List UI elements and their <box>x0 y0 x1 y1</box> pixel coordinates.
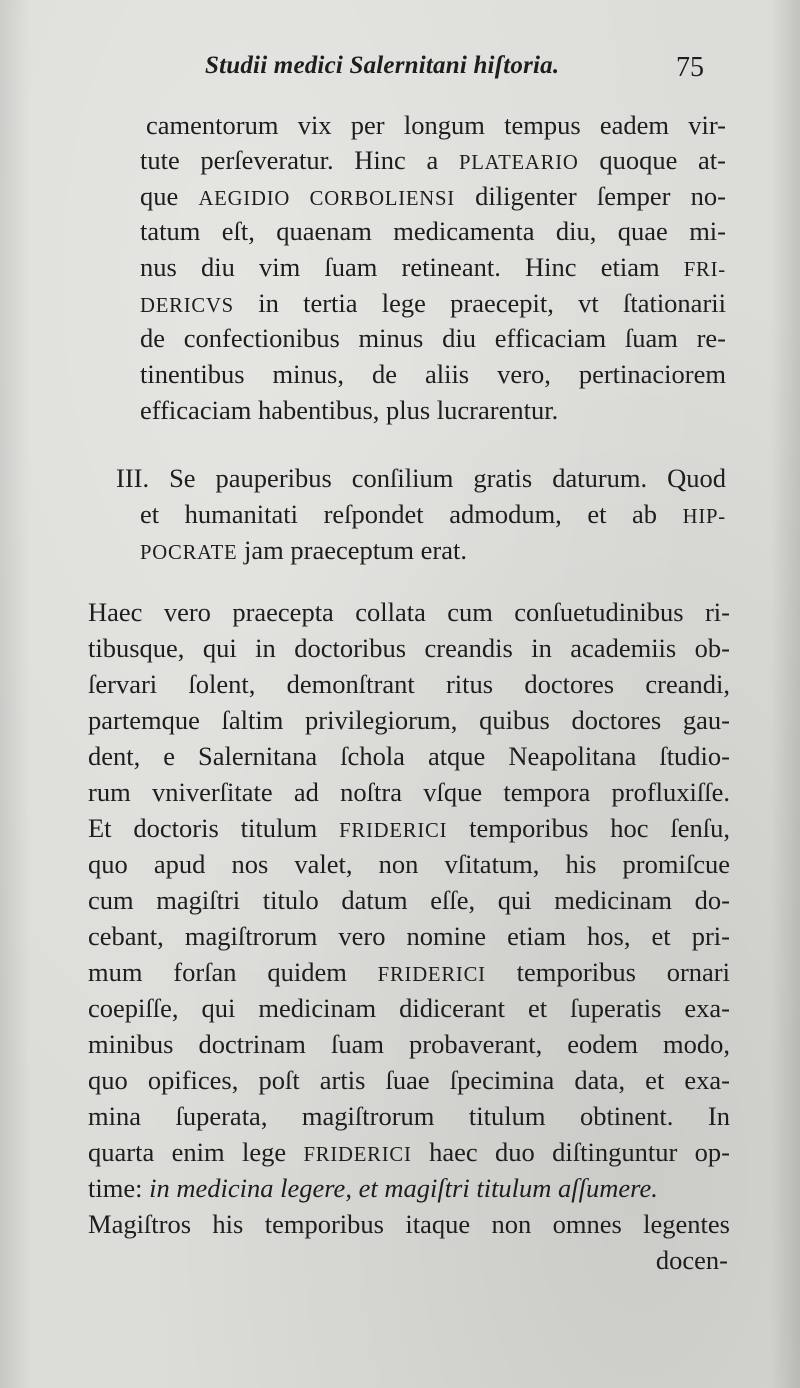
text-run: rum vniverſitate ad noſtra vſque tempora profluxiſſe. <box>88 777 730 807</box>
text-run: ſervari ſolent, demonſtrant ritus doctores creandi, <box>88 669 730 699</box>
text-run: Magiſtros his temporibus itaque non omnes legentes <box>88 1209 730 1239</box>
small-caps-name: FRIDERICI <box>303 1144 412 1166</box>
text-run: III. Se pauperibus conſilium gratis daturum. Quod <box>116 463 726 493</box>
text-run: que <box>140 181 199 211</box>
text-line <box>88 703 730 738</box>
text-line <box>88 1207 730 1242</box>
text-run: et humanitati reſpondet admodum, et ab <box>140 499 683 529</box>
text-line <box>88 595 730 630</box>
text-run: tute perſeveratur. Hinc a <box>140 145 459 175</box>
text-run: camentorum vix per longum tempus eadem vir- <box>146 110 726 140</box>
text-run: tibusque, qui in doctoribus creandis in academiis ob- <box>88 633 730 663</box>
text-line <box>88 883 730 918</box>
text-run: quo apud nos valet, non vſitatum, his promiſcue <box>88 849 730 879</box>
text-run: mum forſan quidem <box>88 957 378 987</box>
text-run: time: <box>88 1173 150 1203</box>
text-line <box>140 143 726 181</box>
text-run: cebant, magiſtrorum vero nomine etiam hos, et pri- <box>88 921 730 951</box>
page-number: 75 <box>676 52 704 83</box>
text-line <box>640 1243 728 1278</box>
text-line <box>88 775 730 810</box>
text-run: diligenter ſemper no- <box>455 181 727 211</box>
italic-phrase: in medicina legere, et magiſtri titulum aſſumere. <box>149 1173 658 1203</box>
text-run: quoque at- <box>578 145 726 175</box>
text-run: tatum eſt, quaenam medicamenta diu, quae mi- <box>140 216 726 246</box>
text-run: de confectionibus minus diu efficaciam ſuam re- <box>140 323 726 353</box>
text-run: nus diu vim ſuam retineant. Hinc etiam <box>140 252 684 282</box>
text-run: quo opifices, poſt artis ſuae ſpecimina data, et exa- <box>88 1065 730 1095</box>
text-line <box>88 919 730 954</box>
text-line <box>88 847 730 882</box>
text-line <box>88 739 730 774</box>
small-caps-name: FRIDERICI <box>377 964 486 986</box>
text-run: in tertia lege praecepit, vt ſtationarii <box>233 288 726 318</box>
text-run: temporibus ornari <box>485 957 730 987</box>
text-run: Haec vero praecepta collata cum conſuetudinibus ri- <box>88 597 730 627</box>
small-caps-name: HIP- <box>682 506 726 528</box>
text-run: quarta enim lege <box>88 1137 304 1167</box>
small-caps-name: PLATEARIO <box>458 152 579 174</box>
running-title: Studii medici Salernitani hiſtoria. <box>205 52 560 79</box>
text-line <box>140 286 726 324</box>
small-caps-name: AEGIDIO CORBOLIENSI <box>198 188 455 210</box>
text-line <box>146 108 726 143</box>
text-line <box>88 1063 730 1098</box>
text-run: temporibus hoc ſenſu, <box>447 813 730 843</box>
text-line <box>88 955 730 993</box>
text-line <box>140 250 726 288</box>
text-line <box>88 667 730 702</box>
small-caps-name: FRI- <box>683 259 726 281</box>
text-run: coepiſſe, qui medicinam didicerant et ſuperatis exa- <box>88 993 730 1023</box>
text-line <box>88 811 730 849</box>
text-line <box>88 991 730 1026</box>
text-run: minibus doctrinam ſuam probaverant, eodem modo, <box>88 1029 730 1059</box>
text-line <box>140 357 726 392</box>
text-run: mina ſuperata, magiſtrorum titulum obtinent. In <box>88 1101 730 1131</box>
text-run: cum magiſtri titulo datum eſſe, qui medicinam do- <box>88 885 730 915</box>
small-caps-name: POCRATE <box>140 542 238 564</box>
text-run: jam praeceptum erat. <box>237 535 467 565</box>
text-run: docen- <box>655 1245 728 1275</box>
text-line <box>140 497 726 535</box>
text-line <box>88 1027 730 1062</box>
text-run: efficaciam habentibus, plus lucrarentur. <box>140 395 559 425</box>
text-run: haec duo diſtinguntur op- <box>411 1137 730 1167</box>
text-run: tinentibus minus, de aliis vero, pertinaciorem <box>140 359 726 389</box>
text-line <box>88 1135 730 1173</box>
text-line <box>88 1099 730 1134</box>
small-caps-name: DERICVS <box>140 295 234 317</box>
text-run: partemque ſaltim privilegiorum, quibus doctores gau- <box>88 705 730 735</box>
text-line <box>88 1171 730 1206</box>
text-line <box>140 393 726 428</box>
text-line <box>140 214 726 249</box>
text-line <box>88 631 730 666</box>
text-run: Et doctoris titulum <box>88 813 340 843</box>
text-line <box>116 461 726 496</box>
text-line <box>140 179 726 217</box>
text-run: dent, e Salernitana ſchola atque Neapolitana ſtudio- <box>88 741 730 771</box>
text-line <box>140 321 726 356</box>
small-caps-name: FRIDERICI <box>339 820 448 842</box>
text-line <box>140 533 726 571</box>
